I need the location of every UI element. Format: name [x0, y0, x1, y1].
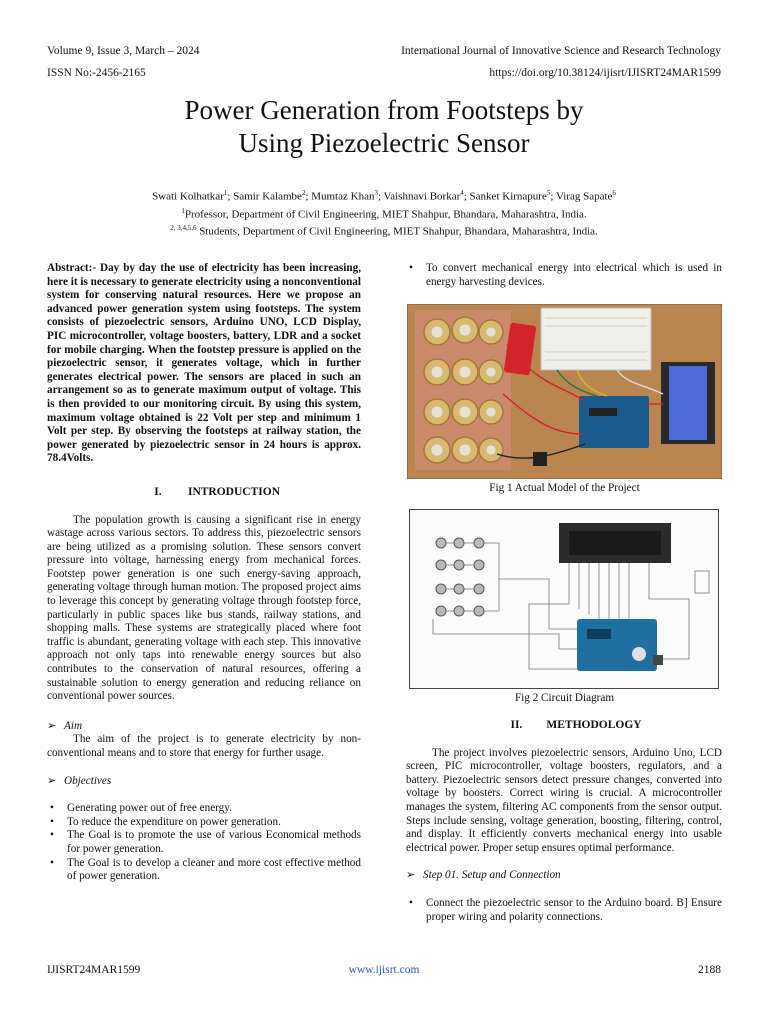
author-sup: 1: [223, 189, 228, 197]
affiliation-sup: 2, 3,4,5,6: [170, 224, 197, 233]
title-line-2: Using Piezoelectric Sensor: [238, 128, 530, 158]
objectives-label: Objectives: [64, 774, 112, 787]
paper-title: [60, 94, 708, 160]
section-heading-methodology: [406, 719, 722, 733]
section-number: II.: [510, 719, 523, 731]
figure-2-caption: Fig 2 Circuit Diagram: [514, 692, 615, 704]
footer-website-link[interactable]: www.ijisrt.com: [348, 964, 420, 976]
list-item: • To convert mechanical energy into electrical which is used in energy harvesting devices.: [406, 262, 722, 289]
purpose-list: [406, 262, 722, 289]
aim-text: The aim of the project is to generate electricity by non-conventional means and to store that energy for further usage.: [47, 733, 361, 759]
footer-paper-id: IJISRT24MAR1599: [47, 964, 141, 976]
doi-link[interactable]: https://doi.org/10.38124/ijisrt/IJISRT24MAR1599: [489, 67, 721, 79]
list-item: • The Goal is to promote the use of various Economical methods for power generation.: [47, 829, 361, 856]
author-sup: 6: [612, 189, 616, 197]
author-list: [40, 186, 728, 204]
issn: ISSN No:-2456-2165: [47, 67, 146, 79]
affiliation-1: [40, 204, 728, 222]
aim-label: Aim: [64, 719, 83, 732]
author-block: [40, 186, 728, 239]
abstract: Abstract:- Day by day the use of electricity has been increasing, here it is necessary to generate electricity using a nonconventional system for conserving natural resources. Here we propose an advanced power generation system using footsteps. The system consists of piezoelectric sensors, Arduino UNO, LCD Display, PIC microcontroller, voltage boosters, battery, LDR and a socket for mobile charging. When the footstep pressure is applied on the piezoelectric sensor, it generates voltage, which in further generates electrical power. The sensors are placed in such an arrangement so as to generate maximum output of voltage. This is then provided to our monitoring circuit. By using this system, maximum voltage obtained is 22 Volt per step and minimum 1 Volt per step. By observing the footsteps at railway station, the power generated by piezoelectric sensor in 24 hours is approx. 78.4Volts.: [47, 262, 361, 465]
author-name: ; Vaishnavi Borkar: [377, 190, 461, 203]
arduino-board: [579, 396, 649, 448]
objectives-list: [47, 802, 361, 884]
arrow-bullet-icon: ➢: [47, 774, 57, 787]
list-item: • To reduce the expenditure on power generation.: [47, 816, 361, 830]
step-01-heading: [406, 869, 722, 883]
figure-1-image: [407, 304, 722, 479]
journal-name: International Journal of Innovative Science and Research Technology: [401, 45, 721, 57]
title-line-1: Power Generation from Footsteps by: [184, 95, 584, 125]
author-name: ; Virag Sapate: [550, 190, 613, 203]
step-01-label: Step 01. Setup and Connection: [423, 869, 561, 882]
author-name: ; Mumtaz Khan: [305, 190, 375, 203]
author-name: Swati Kolhatkar: [152, 190, 224, 203]
list-item: • The Goal is to develop a cleaner and more cost effective method of power generation.: [47, 857, 361, 884]
affiliation-2: [40, 221, 728, 239]
right-column-lower: [406, 719, 722, 924]
figure-1-caption: Fig 1 Actual Model of the Project: [489, 482, 640, 494]
methodology-text: The project involves piezoelectric sensors, Arduino Uno, LCD screen, PIC microcontroller, voltage boosters, regulators, and a battery. Piezoelectric sensors detect pressure changes, converted into voltage by boosters. Correct wiring is crucial. A microcontroller manages the system, filtering AC components from the sensor output. Steps include sensing, voltage generation, boosting, filtering, control, and display. It efficiently converts mechanical energy into usable electrical power. Proper setup ensures optimal performance.: [406, 746, 722, 854]
section-heading-introduction: [47, 486, 361, 500]
affiliation-text: Students, Department of Civil Engineering, MIET Shahpur, Bhandara, Maharashtra, India.: [196, 225, 598, 238]
arduino-diagram: [577, 619, 657, 671]
author-sup: 2: [301, 189, 306, 197]
right-column: [406, 262, 722, 289]
figure-2-image: [409, 509, 719, 689]
objectives-heading: [47, 775, 361, 789]
author-sup: 5: [546, 189, 551, 197]
affiliation-sup: 1: [181, 206, 185, 215]
lcd-screen: [669, 366, 707, 440]
list-item: • Generating power out of free energy.: [47, 802, 361, 816]
volume-info: Volume 9, Issue 3, March – 2024: [47, 45, 200, 57]
author-sup: 3: [374, 189, 378, 197]
author-sup: 4: [460, 189, 464, 197]
list-item: • Connect the piezoelectric sensor to the Arduino board. B] Ensure proper wiring and polarity connections.: [406, 897, 722, 924]
author-name: ; Sanket Kirnapure: [463, 190, 547, 203]
breadboard: [541, 308, 651, 370]
step-01-list: [406, 897, 722, 924]
arrow-bullet-icon: ➢: [406, 869, 416, 882]
aim-heading: [47, 720, 361, 734]
left-column: [47, 262, 361, 884]
section-number: I.: [154, 485, 162, 498]
introduction-text: The population growth is causing a significant rise in energy wastage across various sectors. To address this, piezoelectric sensors are being utilized as a promising solution. These sensors convert pressure into voltage, harnessing energy from mechanical forces. Footstep power generation is one such energy-saving approach, generating voltage through human motion. The proposed project aims to leverage this concept by generating voltage through footstep force, particularly in public spaces like bus stands, railway stations, and shopping malls. These systems are strategically placed where foot traffic is abundant, generating voltage with each step. This innovative approach not only taps into renewable energy sources but also contributes to the conservation of natural resources, offering a sustainable solution to energy generation and reducing reliance on conventional power sources.: [47, 513, 361, 703]
section-title: INTRODUCTION: [187, 485, 280, 498]
author-name: ; Samir Kalambe: [227, 190, 302, 203]
affiliation-text: Professor, Department of Civil Engineering, MIET Shahpur, Bhandara, Maharashtra, India.: [184, 208, 587, 221]
page-number: 2188: [698, 964, 721, 976]
switch: [533, 452, 547, 466]
arrow-bullet-icon: ➢: [47, 719, 57, 732]
section-title: METHODOLOGY: [546, 719, 642, 731]
